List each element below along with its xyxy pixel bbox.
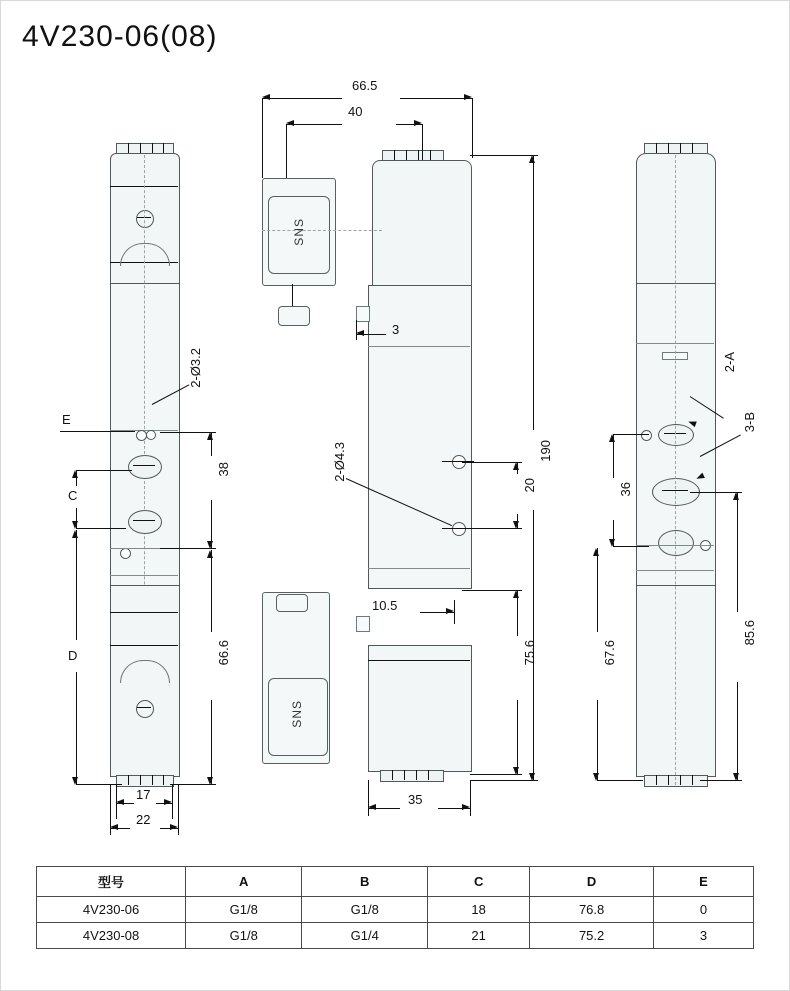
ext-line <box>170 784 216 785</box>
page-title: 4V230-06(08) <box>22 20 218 53</box>
dim-arrow <box>116 799 124 805</box>
cell-model: 4V230-08 <box>37 923 186 949</box>
dim-arrow <box>513 462 519 470</box>
dim-arrow <box>462 804 470 810</box>
dim-20: 20 <box>522 478 537 493</box>
rib-line <box>394 150 395 160</box>
dim-85.6: 85.6 <box>742 620 757 646</box>
dim-line <box>211 550 212 632</box>
cell-b: G1/8 <box>302 897 428 923</box>
th-b: B <box>302 867 428 897</box>
port-2a <box>658 424 694 446</box>
dim-10.5: 10.5 <box>372 598 398 613</box>
dim-arrow <box>609 434 615 442</box>
ext-line <box>160 432 216 433</box>
dim-35: 35 <box>408 792 423 807</box>
cell-c: 18 <box>428 897 530 923</box>
port-slot <box>133 520 155 521</box>
cell-c: 21 <box>428 923 530 949</box>
rib-line <box>163 775 164 785</box>
rib-line <box>404 770 405 780</box>
ext-line <box>462 590 522 591</box>
rib-line <box>428 770 429 780</box>
front-lower-coil <box>368 645 472 772</box>
rib-line <box>406 150 407 160</box>
hole-4.3-lower <box>452 522 466 536</box>
ext-line <box>462 528 522 529</box>
ext-line <box>454 600 455 624</box>
ext-line <box>613 546 649 547</box>
dim-line <box>262 98 342 99</box>
left-bottom-rib <box>116 775 174 787</box>
ext-line <box>470 155 538 156</box>
dim-arrow <box>207 550 213 558</box>
ext-line <box>613 434 649 435</box>
rib-line <box>128 775 129 785</box>
th-e: E <box>653 867 753 897</box>
rib-line <box>692 775 693 785</box>
label-e: E <box>62 412 71 427</box>
rib-line <box>140 775 141 785</box>
dim-22: 22 <box>136 812 151 827</box>
port-extra <box>658 530 694 556</box>
cell-e: 0 <box>653 897 753 923</box>
callout-2-3.2: 2-Ø3.2 <box>188 348 203 388</box>
dim-line <box>597 548 598 632</box>
front-valve-body <box>368 285 472 589</box>
callout-2-4.3: 2-Ø4.3 <box>332 442 347 482</box>
screw-slot <box>137 707 151 708</box>
d-dim-line <box>76 530 77 640</box>
port-b <box>128 510 162 534</box>
dim-38: 38 <box>216 462 231 477</box>
dim-arrow <box>593 548 599 556</box>
table-header-row <box>37 867 754 897</box>
ext-line <box>368 780 369 816</box>
dim-line <box>737 492 738 612</box>
ext-line <box>116 785 117 819</box>
ext-line <box>178 785 179 835</box>
rib-line <box>656 775 657 785</box>
rib-line <box>680 775 681 785</box>
dim-arrow <box>368 804 376 810</box>
center-axis <box>262 230 382 231</box>
rib-line <box>692 143 693 153</box>
rib-line <box>668 143 669 153</box>
dim-arrow <box>529 155 535 163</box>
label-c: C <box>68 488 78 503</box>
dim-66.5: 66.5 <box>352 78 378 93</box>
coil-marking-lower: SNS <box>290 700 304 728</box>
ext-line <box>172 785 173 819</box>
cell-d: 75.2 <box>530 923 654 949</box>
rib-line <box>416 770 417 780</box>
ext-line <box>690 492 742 493</box>
th-a: A <box>186 867 302 897</box>
rib-line <box>152 143 153 153</box>
label-d: D <box>68 648 78 663</box>
dim-line <box>286 124 342 125</box>
right-upper-coil <box>636 153 716 285</box>
ext-line <box>286 124 287 178</box>
upper-cable-gland <box>278 306 310 326</box>
front-side-boss <box>356 616 370 632</box>
ext-line <box>700 780 742 781</box>
dim-40: 40 <box>348 104 363 119</box>
dim-17: 17 <box>136 787 151 802</box>
e-extension <box>60 431 135 432</box>
cell-model: 4V230-06 <box>37 897 186 923</box>
coil-seam <box>368 660 470 661</box>
coil-marking-upper: SNS <box>292 218 306 246</box>
cell-b: G1/4 <box>302 923 428 949</box>
dim-arrow <box>513 590 519 598</box>
mount-hole <box>641 430 652 441</box>
c-extension <box>76 470 132 471</box>
th-model: 型号 <box>37 867 186 897</box>
lower-cable-gland <box>276 594 308 612</box>
dim-arrow <box>414 120 422 126</box>
dim-75.6: 75.6 <box>522 640 537 666</box>
cell-a: G1/8 <box>186 897 302 923</box>
rib-line <box>152 775 153 785</box>
rib-line <box>680 143 681 153</box>
callout-2-a: 2-A <box>722 352 737 373</box>
connector-stem <box>292 284 293 306</box>
dim-190: 190 <box>538 440 553 462</box>
cell-d: 76.8 <box>530 897 654 923</box>
coil-screw <box>136 210 154 228</box>
dim-36: 36 <box>618 482 633 497</box>
port-a <box>128 455 162 479</box>
cell-e: 3 <box>653 923 753 949</box>
front-bottom-rib <box>380 770 444 782</box>
coil-seam <box>110 612 178 613</box>
rib-line <box>656 143 657 153</box>
rib-line <box>140 143 141 153</box>
ext-line <box>470 780 538 781</box>
ext-line <box>597 780 643 781</box>
dim-line <box>533 155 534 430</box>
ext-line <box>470 774 522 775</box>
table-row <box>37 897 754 923</box>
callout-3-b: 3-B <box>742 412 757 433</box>
rib-line <box>128 143 129 153</box>
mount-hole <box>120 548 131 559</box>
dim-line <box>517 700 518 774</box>
dim-line <box>211 700 212 784</box>
dim-arrow <box>262 94 270 100</box>
dim-arrow <box>733 492 739 500</box>
ext-line <box>356 320 357 340</box>
dim-arrow <box>72 530 78 538</box>
dim-arrow <box>207 432 213 440</box>
center-axis <box>675 155 676 785</box>
right-bottom-rib <box>644 775 708 787</box>
cell-a: G1/8 <box>186 923 302 949</box>
body-seam <box>368 346 470 347</box>
right-lower-coil <box>636 585 716 777</box>
dim-arrow <box>356 330 364 336</box>
front-side-boss <box>356 306 370 322</box>
front-upper-coil <box>372 160 472 287</box>
rib-line <box>430 150 431 160</box>
dim-line <box>737 682 738 780</box>
body-seam <box>368 568 470 569</box>
ext-line <box>472 98 473 158</box>
rib-line <box>163 143 164 153</box>
dim-arrow <box>170 824 178 830</box>
dim-arrow <box>110 824 118 830</box>
dim-arrow <box>286 120 294 126</box>
ext-line <box>462 462 522 463</box>
port-slot <box>133 465 155 466</box>
rib-line <box>418 150 419 160</box>
dim-line <box>597 700 598 780</box>
table-row <box>37 923 754 949</box>
rib-line <box>392 770 393 780</box>
dim-3: 3 <box>392 322 400 337</box>
coil-seam <box>110 645 178 646</box>
c-extension <box>76 528 126 529</box>
dim-67.6: 67.6 <box>602 640 617 666</box>
spec-table <box>36 866 754 949</box>
dim-arrow <box>464 94 472 100</box>
dim-arrow <box>72 470 78 478</box>
ext-line <box>160 548 216 549</box>
dim-arrow <box>164 799 172 805</box>
dim-arrow <box>446 608 454 614</box>
ext-line <box>110 785 111 835</box>
dim-line <box>400 98 472 99</box>
th-d: D <box>530 867 654 897</box>
ext-line <box>470 780 471 816</box>
hole-3.2 <box>146 430 156 440</box>
rib-line <box>668 775 669 785</box>
th-c: C <box>428 867 530 897</box>
ext-line <box>262 98 263 178</box>
ext-line <box>422 124 423 160</box>
coil-screw <box>136 700 154 718</box>
d-dim-line <box>76 672 77 784</box>
dim-66.6: 66.6 <box>216 640 231 666</box>
